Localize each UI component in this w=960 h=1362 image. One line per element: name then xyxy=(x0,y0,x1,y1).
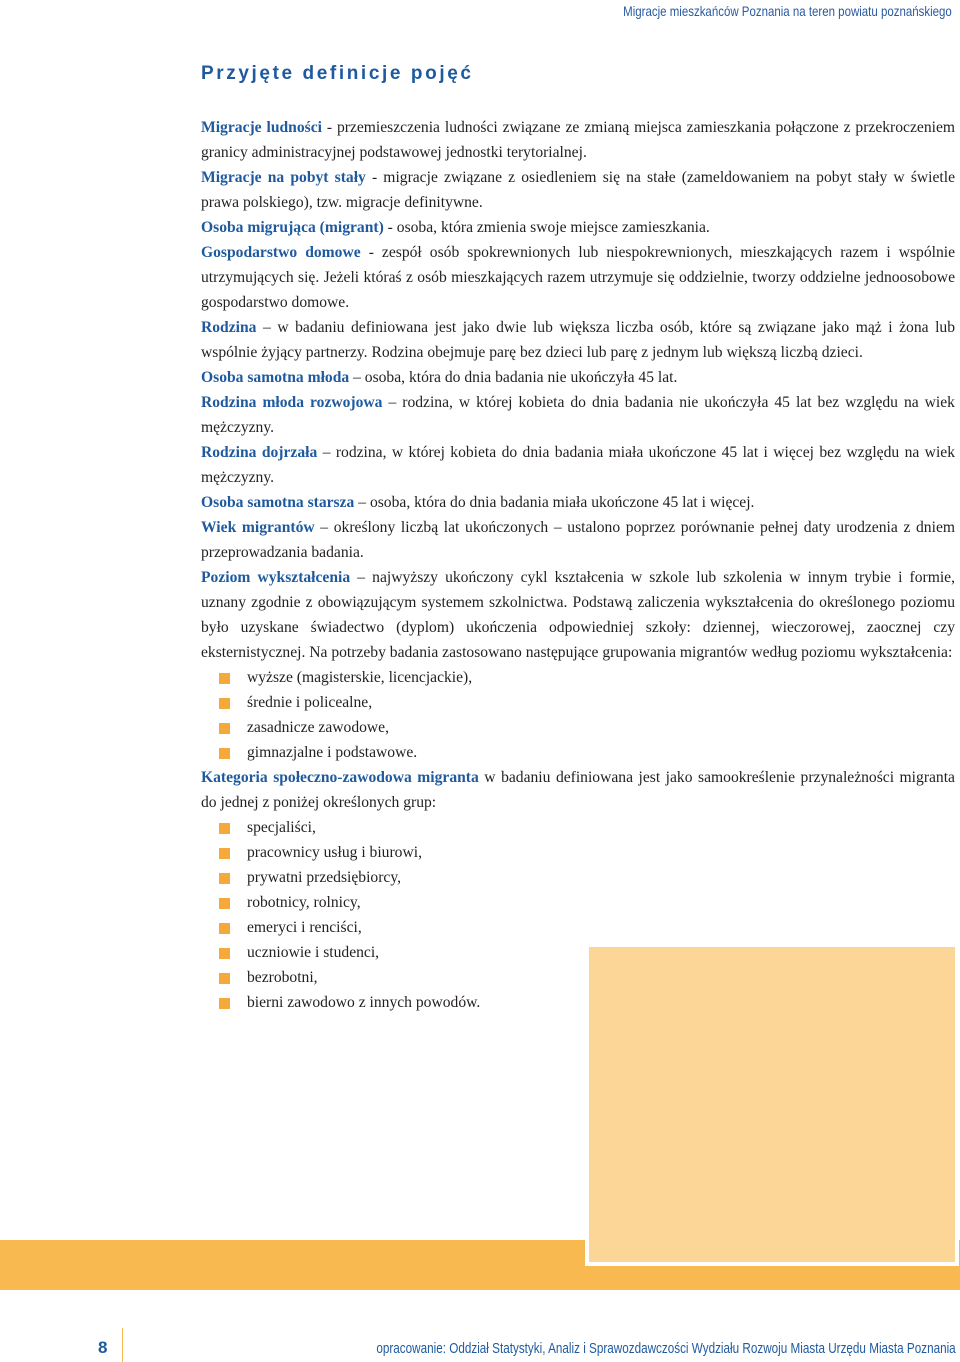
square-bullet-icon xyxy=(219,848,230,859)
list-item xyxy=(201,715,955,740)
list-item-text: pracownicy usług i biurowi, xyxy=(247,844,422,861)
running-header: Migracje mieszkańców Poznania na teren powiatu poznańskiego xyxy=(623,3,952,19)
list-item-text: uczniowie i studenci, xyxy=(247,944,380,961)
list-item-text: prywatni przedsiębiorcy, xyxy=(247,869,402,886)
list-item xyxy=(201,915,955,940)
definition-samotna-mloda xyxy=(201,365,955,390)
term: Osoba migrująca (migrant) xyxy=(201,219,384,236)
definition-text: - osoba, która zmienia swoje miejsce zamieszkania. xyxy=(383,219,710,236)
definition-text: – osoba, która do dnia badania miała ukończone 45 lat i więcej. xyxy=(354,494,755,511)
definition-text: – najwyższy ukończony cykl kształcenia w szkole lub szkolenia w innym trybie i formie, uznany zgodnie z obowiązującym systemem szkolnictwa. Podstawą zaliczenia wykształcenia do określonego poziomu było uzyskane świadectwo (dyplom) ukończenia odpowiedniej szkoły: dziennej, wieczorowej, zaocznej czy eksternistycznej. Na potrzeby badania zastosowano następujące grupowania migrantów według poziomu wykształcenia: xyxy=(201,569,955,661)
definition-kategoria xyxy=(201,765,955,815)
term: Migracje na pobyt stały xyxy=(201,169,366,186)
list-item-text: zasadnicze zawodowe, xyxy=(247,719,389,736)
list-item xyxy=(201,890,955,915)
square-bullet-icon xyxy=(219,973,230,984)
term: Gospodarstwo domowe xyxy=(201,244,361,261)
education-levels-list xyxy=(201,665,955,765)
definition-text: w badaniu definiowana jest jako samookreślenie przynależności migranta do jednej z poniżej określonych grup: xyxy=(201,769,955,811)
definition-rodzina xyxy=(201,315,955,365)
term: Poziom wykształcenia xyxy=(201,569,351,586)
definition-text: – w badaniu definiowana jest jako dwie lub większa liczba osób, które są związane jako mąż i żona lub wspólnie żyjący partnerzy. Rodzina obejmuje parę bez dzieci lub parę z jednym lub większą liczbą dzieci. xyxy=(201,319,955,361)
term: Rodzina młoda rozwojowa xyxy=(201,394,383,411)
list-item-text: bierni zawodowo z innych powodów. xyxy=(247,994,481,1011)
list-item-text: średnie i policealne, xyxy=(247,694,373,711)
definition-rodzina-mloda xyxy=(201,390,955,440)
square-bullet-icon xyxy=(219,698,230,709)
term: Rodzina xyxy=(201,319,257,336)
section-title: Przyjęte definicje pojęć xyxy=(201,63,474,84)
list-item-text: wyższe (magisterskie, licencjackie), xyxy=(247,669,473,686)
term: Migracje ludności xyxy=(201,119,322,136)
definition-text: - zespół osób spokrewnionych lub niespokrewnionych, mieszkających razem i wspólnie utrzymujących się. Jeżeli któraś z osób mieszkających razem utrzymuje się oddzielnie, tworzy oddzielne jednoosobowe gospodarstwo domowe. xyxy=(201,244,956,311)
definition-wyksztalcenie xyxy=(201,565,955,665)
term: Kategoria społeczno-zawodowa migranta xyxy=(201,769,479,786)
term: Osoba samotna starsza xyxy=(201,494,355,511)
term: Osoba samotna młoda xyxy=(201,369,350,386)
definition-text: – rodzina, w której kobieta do dnia badania nie ukończyła 45 lat bez względu na wiek mężczyzny. xyxy=(201,394,955,436)
definition-wiek xyxy=(201,515,955,565)
definition-text: – osoba, która do dnia badania nie ukończyła 45 lat. xyxy=(349,369,678,386)
definition-text: - przemieszczenia ludności związane ze zmianą miejsca zamieszkania połączone z przekroczeniem granicy administracyjnej podstawowej jednostki terytorialnej. xyxy=(201,119,955,161)
definition-rodzina-dojrzala xyxy=(201,440,955,490)
square-bullet-icon xyxy=(219,923,230,934)
term: Rodzina dojrzała xyxy=(201,444,318,461)
definition-gospodarstwo xyxy=(201,240,955,315)
definitions-content xyxy=(201,115,955,1015)
square-bullet-icon xyxy=(219,723,230,734)
list-item xyxy=(201,865,955,890)
list-item-text: gimnazjalne i podstawowe. xyxy=(247,744,418,761)
term: Wiek migrantów xyxy=(201,519,315,536)
list-item xyxy=(201,840,955,865)
list-item xyxy=(201,690,955,715)
square-bullet-icon xyxy=(219,873,230,884)
definition-osoba-migrujaca xyxy=(201,215,955,240)
footer-divider xyxy=(122,1328,123,1362)
list-item-text: specjaliści, xyxy=(247,819,316,836)
definition-samotna-starsza xyxy=(201,490,955,515)
list-item xyxy=(201,740,955,765)
square-bullet-icon xyxy=(219,998,230,1009)
list-item-text: emeryci i renciści, xyxy=(247,919,362,936)
square-bullet-icon xyxy=(219,748,230,759)
square-bullet-icon xyxy=(219,673,230,684)
list-item xyxy=(201,815,955,840)
definition-pobyt-staly xyxy=(201,165,955,215)
list-item xyxy=(201,665,955,690)
decorative-box xyxy=(585,943,959,1266)
square-bullet-icon xyxy=(219,823,230,834)
definition-text: – określony liczbą lat ukończonych – ustalono poprzez porównanie pełnej daty urodzenia z dniem przeprowadzania badania. xyxy=(201,519,955,561)
list-item-text: robotnicy, rolnicy, xyxy=(247,894,361,911)
square-bullet-icon xyxy=(219,948,230,959)
definition-text: - migracje związane z osiedleniem się na stałe (zameldowaniem na pobyt stały w świetle prawa polskiego), tzw. migracje definitywne. xyxy=(201,169,955,211)
list-item-text: bezrobotni, xyxy=(247,969,318,986)
page-number: 8 xyxy=(98,1338,108,1357)
footer-credit: opracowanie: Oddział Statystyki, Analiz i Sprawozdawczości Wydziału Rozwoju Miasta Urzędu Miasta Poznania xyxy=(376,1340,956,1357)
definition-migracje-ludnosci xyxy=(201,115,955,165)
definition-text: – rodzina, w której kobieta do dnia badania miała ukończone 45 lat i więcej bez względu na wiek mężczyzny. xyxy=(201,444,955,486)
square-bullet-icon xyxy=(219,898,230,909)
